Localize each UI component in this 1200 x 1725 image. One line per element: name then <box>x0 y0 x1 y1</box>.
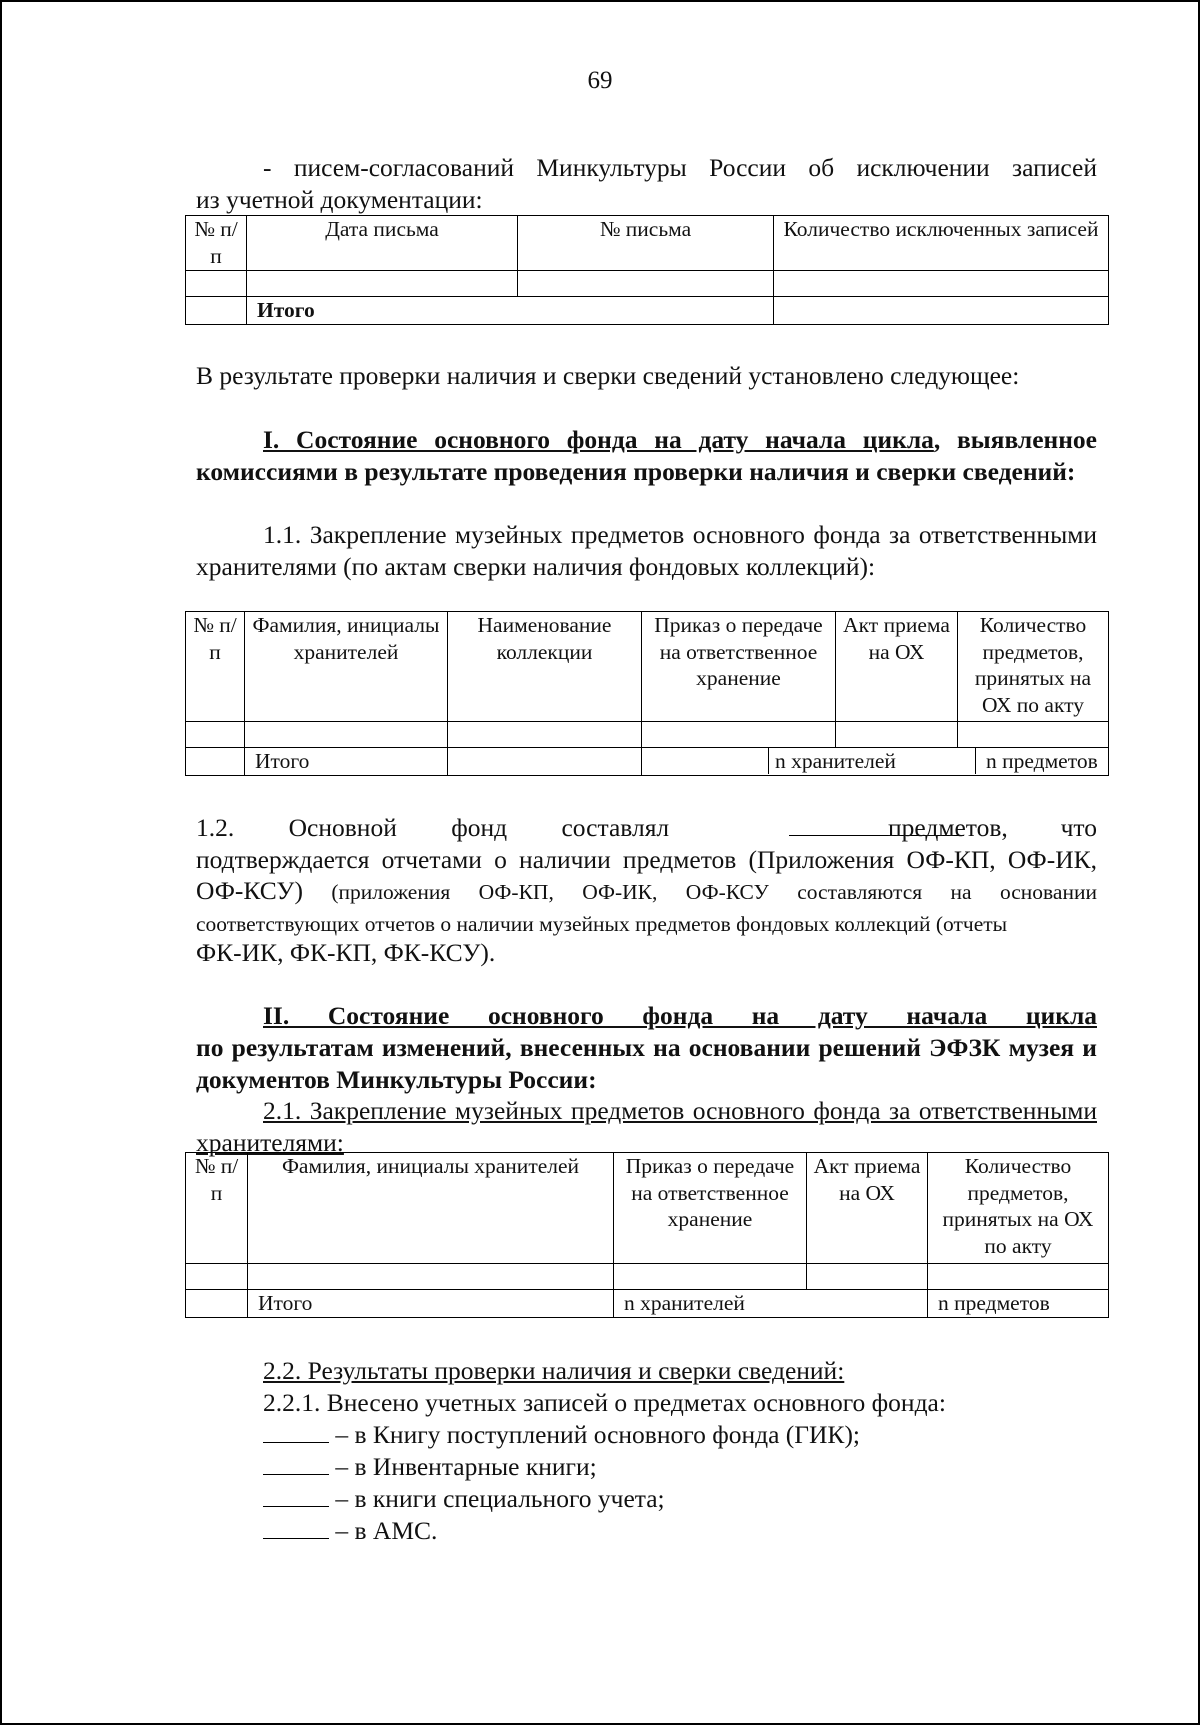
header-cell: Акт приема на ОХ <box>807 1153 928 1264</box>
page-number: 69 <box>587 67 613 94</box>
table-total-row <box>186 297 1109 325</box>
list-item: – в Инвентарные книги; <box>263 1451 1093 1483</box>
table-cell[interactable] <box>642 722 836 748</box>
table-total-row <box>186 748 1109 776</box>
total-keepers: n хранителей <box>614 1290 928 1318</box>
table-header-row <box>186 612 1109 722</box>
header-cell: № п/п <box>186 216 247 271</box>
total-items: n предметов <box>928 1290 1109 1318</box>
table-cell[interactable] <box>614 1264 807 1290</box>
table-cell[interactable] <box>186 722 245 748</box>
table-cell[interactable] <box>928 1264 1109 1290</box>
table-total-row <box>186 1290 1109 1318</box>
header-cell: № п/п <box>186 1153 248 1264</box>
header-cell: Фамилия, инициалы хранителей <box>245 612 448 722</box>
header-cell: Наименование коллекции <box>448 612 642 722</box>
table-row <box>186 722 1109 748</box>
list-item: – в книги специального учета; <box>263 1483 1093 1515</box>
table-cell <box>448 748 642 776</box>
section2-heading-line1: II. Состояние основного фонда на дату начала цикла <box>263 1001 1097 1030</box>
item-2-2: 2.2. Результаты проверки наличия и сверки сведений: <box>263 1356 845 1385</box>
table-cell[interactable] <box>518 271 774 297</box>
table-cell[interactable] <box>448 722 642 748</box>
header-cell: Количество исключенных записей <box>774 216 1109 271</box>
table-row <box>186 1264 1109 1290</box>
header-cell: Количество предметов, принятых на ОХ по акту <box>928 1153 1109 1264</box>
section2-heading-rest: по результатам изменений, внесенных на основании решений ЭФЗК музея и документов Минкультуры России: <box>196 1033 1097 1094</box>
count-blank[interactable] <box>263 1516 329 1539</box>
header-cell: № письма <box>518 216 774 271</box>
letters-intro-line2: из учетной документации: <box>196 185 483 214</box>
table-cell[interactable] <box>774 297 1109 325</box>
letters-table <box>185 215 1109 325</box>
table-cell <box>186 297 247 325</box>
total-items: n предметов <box>986 749 1098 773</box>
table-cell[interactable] <box>186 1264 248 1290</box>
count-blank[interactable] <box>263 1452 329 1475</box>
item-2-2-1: 2.2.1. Внесено учетных записей о предметах основного фонда: <box>263 1388 946 1417</box>
total-label: Итого <box>247 297 774 325</box>
table-row <box>186 271 1109 297</box>
item-1-2-line1: 1.2. Основной фонд составлял <box>196 812 1097 844</box>
table-cell[interactable] <box>186 271 247 297</box>
header-cell: Количество предметов, принятых на ОХ по акту <box>958 612 1109 722</box>
total-keepers: n хранителей <box>775 749 896 773</box>
header-cell: № п/п <box>186 612 245 722</box>
table-cell[interactable] <box>807 1264 928 1290</box>
section1-heading: I. Состояние основного фонда на дату начала цикла, выявленное комиссиями в результате проведения проверки наличия и сверки сведений: <box>196 425 1097 486</box>
header-cell: Фамилия, инициалы хранителей <box>248 1153 614 1264</box>
count-blank[interactable] <box>263 1484 329 1507</box>
section2-table <box>185 1152 1109 1318</box>
item-1-2-last: ФК-ИК, ФК-КП, ФК-КСУ). <box>196 938 496 967</box>
count-blank[interactable] <box>263 1420 329 1443</box>
header-cell: Дата письма <box>247 216 518 271</box>
item-1-2-text: предметов, что подтверждается отчетами о наличии предметов (Приложения ОФ-КП, ОФ-ИК, ОФ-КСУ) (приложения ОФ-КП, ОФ-ИК, ОФ-КСУ составляются на основании соответствующих отчетов о наличии музейных предметов фондовых коллекций (отчеты <box>196 813 1097 936</box>
table-cell[interactable] <box>958 722 1109 748</box>
total-label: Итого <box>245 748 448 776</box>
table-cell[interactable] <box>774 271 1109 297</box>
item-1-1: 1.1. Закрепление музейных предметов основного фонда за ответственными хранителями (по актам сверки наличия фондовых коллекций): <box>196 520 1097 581</box>
result-sentence: В результате проверки наличия и сверки сведений установлено следующее: <box>196 361 1020 390</box>
header-cell: Приказ о передаче на ответственное хранение <box>642 612 836 722</box>
section1-table <box>185 611 1109 776</box>
header-cell: Акт приема на ОХ <box>836 612 958 722</box>
list-item: – в Книгу поступлений основного фонда (ГИК); <box>263 1419 1093 1451</box>
table-cell[interactable] <box>248 1264 614 1290</box>
list-item: – в АМС. <box>263 1515 1093 1547</box>
letters-intro-line1: - писем-согласований Минкультуры России об исключении записей <box>263 153 1097 182</box>
item-2-1: 2.1. Закрепление музейных предметов основного фонда за ответственными хранителями: <box>196 1096 1097 1157</box>
total-summary <box>642 748 1109 776</box>
table-cell <box>186 1290 248 1318</box>
table-cell <box>186 748 245 776</box>
table-cell[interactable] <box>245 722 448 748</box>
table-header-row <box>186 1153 1109 1264</box>
table-cell[interactable] <box>247 271 518 297</box>
header-cell: Приказ о передаче на ответственное хранение <box>614 1153 807 1264</box>
total-label: Итого <box>248 1290 614 1318</box>
table-cell[interactable] <box>836 722 958 748</box>
table-header-row <box>186 216 1109 271</box>
